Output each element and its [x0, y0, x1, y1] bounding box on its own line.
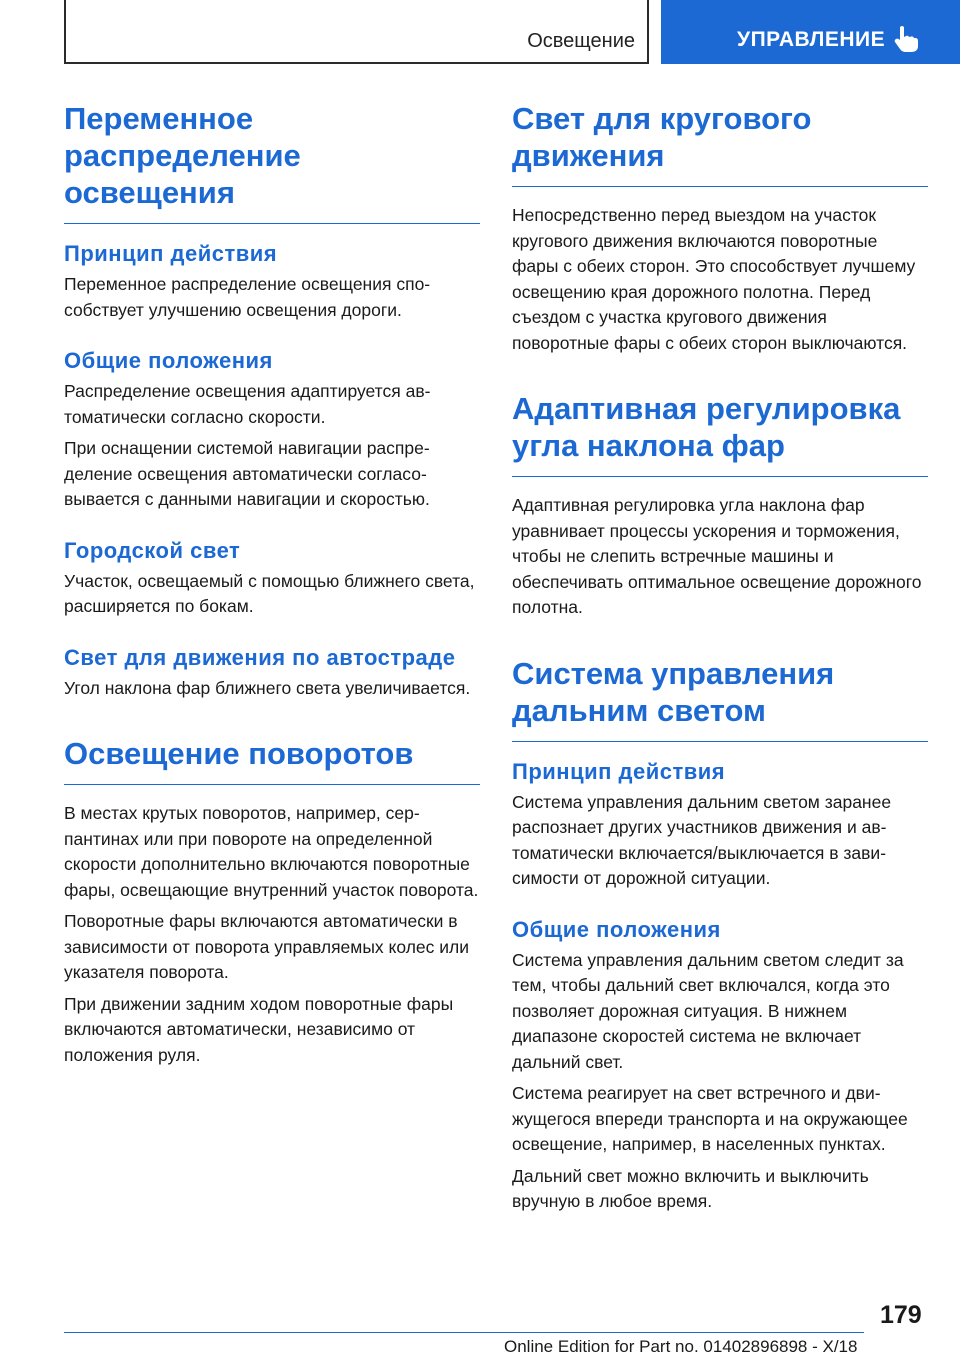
paragraph-roundabout: Непосредственно перед выездом на участок кругового движения включаются поворотные фары с обеих сторон. Это способствует лучшему освещению края дорожного полотна. Перед съездом с участка кругового движения поворотные фары с обеих сторон выключаются. [512, 205, 916, 353]
heading-principle: Принцип действия [512, 758, 726, 784]
header-section-title: Освещение [527, 30, 635, 52]
heading-highway-light: Свет для движения по автостраде [64, 644, 456, 670]
paragraph-highbeam-principle: Система управления дальним светом заранее распознает других участников движения и автоматически включается/выключается в зависимости от дорожной ситуации. [512, 791, 892, 888]
pointing-hand-icon [893, 25, 919, 53]
heading-general: Общие положения [64, 348, 273, 373]
paragraph-city-light: Участок, освещаемый с помощью ближнего света, расширяется по бокам. [64, 570, 475, 616]
heading-city-light: Городской свет [64, 537, 241, 563]
paragraph-cornering-3: При движении задним ходом поворотные фары включаются автоматически, независимо от положения руля. [64, 993, 454, 1065]
left-column [64, 100, 480, 1074]
paragraph-highbeam-general-3: Дальний свет можно включить и выключить вручную в любое время. [512, 1165, 869, 1211]
paragraph-highway-light: Угол наклона фар ближнего света увеличивается. [64, 677, 471, 698]
heading-high-beam-assistant: Система управления дальним светом [512, 655, 928, 742]
footer-divider [64, 1332, 864, 1333]
paragraph-cornering-2: Поворотные фары включаются автоматически в зависимости от поворота управляемых колес или указателя поворота. [64, 911, 470, 982]
heading-roundabout-light: Свет для кругового движения [512, 100, 928, 187]
heading-principle: Принцип действия [64, 241, 278, 266]
header-section-box [64, 0, 649, 64]
paragraph-highbeam-general-2: Система реагирует на свет встречного и движущегося впереди транспорта и на окружающее освещение, например, в населенных пунктах. [512, 1083, 908, 1154]
heading-cornering-light: Освещение поворотов [64, 735, 480, 785]
heading-variable-light-distribution: Переменное распределение освещения [64, 100, 480, 224]
paragraph-principle: Переменное распределение освещения способствует улучшению освещения дороги. [64, 274, 431, 320]
paragraph-general-2: При оснащении системой навигации распределение освещения автоматически согласовывается с данными навигации и скоростью. [64, 438, 430, 509]
heading-general: Общие положения [512, 916, 721, 942]
right-column [512, 100, 928, 1221]
paragraph-highbeam-general-1: Система управления дальним светом следит за тем, чтобы дальний свет включался, когда это позволяет дорожная ситуация. В нижнем диапазоне скоростей система не включает дальний свет. [512, 949, 904, 1072]
paragraph-general-1: Распределение освещения адаптируется автоматически согласно скорости. [64, 381, 431, 427]
header-chapter-tab[interactable] [661, 0, 960, 64]
paragraph-cornering-1: В местах крутых поворотов, например, серпантинах или при повороте на определенной скорости дополнительно включаются поворотные фары, освещающие внутренний участок поворота. [64, 803, 479, 900]
heading-adaptive-headlight-range: Адаптивная регулировка угла наклона фар [512, 390, 928, 477]
footer-edition: Online Edition for Part no. 01402896898 - X/18 [504, 1337, 858, 1356]
header-chapter-title: УПРАВЛЕНИЕ [737, 28, 886, 51]
paragraph-adaptive: Адаптивная регулировка угла наклона фар уравнивает процессы ускорения и торможения, чтобы не слепить встречные машины и обеспечивать оптимальное освещение дорожного полотна. [512, 495, 922, 617]
page-number: 179 [880, 1301, 922, 1329]
